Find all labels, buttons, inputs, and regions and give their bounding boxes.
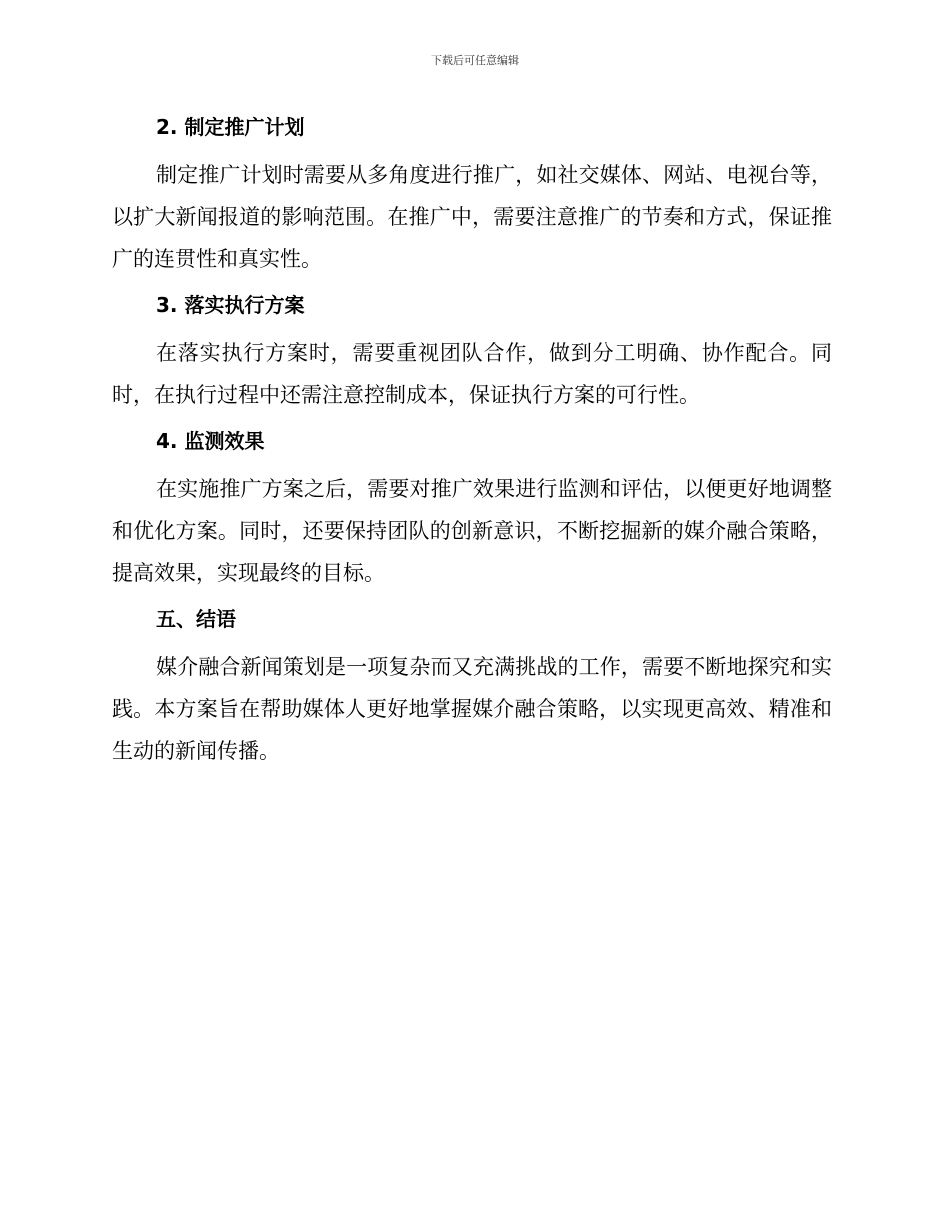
section-paragraph: 制定推广计划时需要从多角度进行推广，如社交媒体、网站、电视台等，以扩大新闻报道的影响范围。在推广中，需要注意推广的节奏和方式，保证推广的连贯性和真实性。: [112, 163, 832, 271]
section-conclusion: [112, 604, 832, 772]
section-paragraph: 在落实执行方案时，需要重视团队合作，做到分工明确、协作配合。同时，在执行过程中还需注意控制成本，保证执行方案的可行性。: [112, 341, 832, 407]
page-header: 下载后可任意编辑: [431, 54, 519, 67]
document-body: [112, 112, 832, 772]
section-paragraph: 在实施推广方案之后，需要对推广效果进行监测和评估，以便更好地调整和优化方案。同时，还要保持团队的创新意识，不断挖掘新的媒介融合策略，提高效果，实现最终的目标。: [112, 477, 832, 585]
section-heading: 五、结语: [156, 607, 236, 631]
section-execution-plan: [112, 290, 832, 426]
section-heading: 2. 制定推广计划: [156, 115, 305, 139]
section-paragraph: 媒介融合新闻策划是一项复杂而又充满挑战的工作，需要不断地探究和实践。本方案旨在帮助媒体人更好地掌握媒介融合策略，以实现更高效、精准和生动的新闻传播。: [112, 655, 832, 763]
section-monitor-effect: [112, 426, 832, 604]
section-promotion-plan: [112, 112, 832, 290]
section-heading: 3. 落实执行方案: [156, 293, 305, 317]
section-heading: 4. 监测效果: [156, 429, 265, 453]
